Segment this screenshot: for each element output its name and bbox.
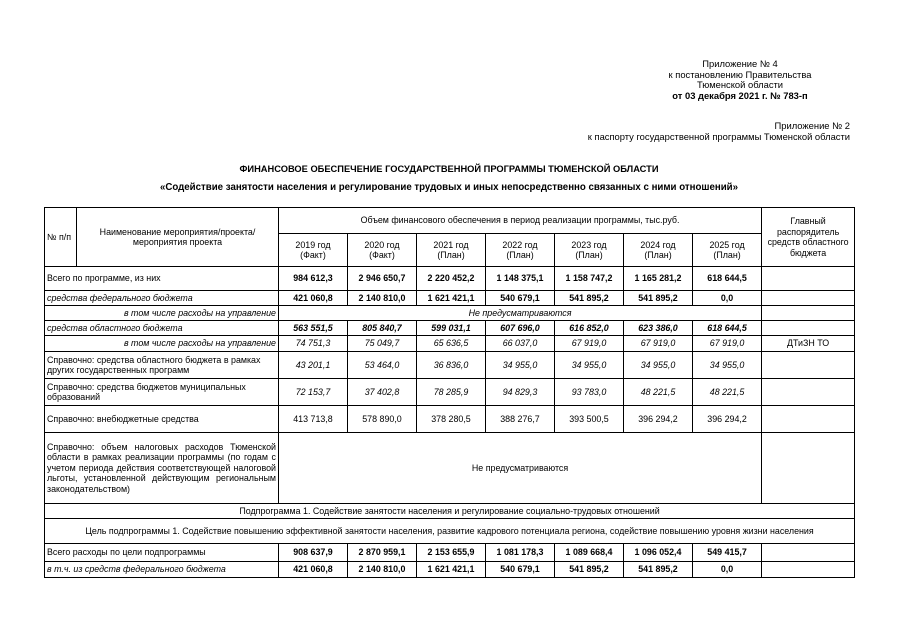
- row-value: 421 060,8: [279, 291, 348, 306]
- row-manager: [762, 433, 855, 504]
- row-value: 2 140 810,0: [348, 562, 417, 578]
- row-value: 48 221,5: [624, 379, 693, 406]
- table-row: [45, 544, 855, 562]
- annex-4-block: [630, 59, 850, 101]
- header-year-2023: 2023 год (План): [555, 234, 624, 267]
- header-year-2019: 2019 год (Факт): [279, 234, 348, 267]
- table-row: [45, 562, 855, 578]
- row-value: 78 285,9: [417, 379, 486, 406]
- row-value: 541 895,2: [624, 562, 693, 578]
- row-value: 541 895,2: [555, 291, 624, 306]
- row-value: 388 276,7: [486, 406, 555, 433]
- row-value: 1 621 421,1: [417, 291, 486, 306]
- header-num: № п/п: [45, 208, 77, 267]
- row-value: 616 852,0: [555, 321, 624, 336]
- row-manager: [762, 267, 855, 291]
- row-value: 540 679,1: [486, 291, 555, 306]
- row-manager: [762, 306, 855, 321]
- row-manager: [762, 291, 855, 306]
- document-title: ФИНАНСОВОЕ ОБЕСПЕЧЕНИЕ ГОСУДАРСТВЕННОЙ ПРОГРАММЫ ТЮМЕНСКОЙ ОБЛАСТИ: [239, 164, 659, 174]
- row-value: 1 621 421,1: [417, 562, 486, 578]
- table-row: [45, 379, 855, 406]
- row-value: 93 783,0: [555, 379, 624, 406]
- row-manager: [762, 544, 855, 562]
- table-row: [45, 406, 855, 433]
- annex-4-title: Приложение № 4: [702, 58, 778, 69]
- row-value: 67 919,0: [624, 336, 693, 352]
- row-value: 37 402,8: [348, 379, 417, 406]
- row-manager: [762, 379, 855, 406]
- table-row: [45, 321, 855, 336]
- row-value: 1 096 052,4: [624, 544, 693, 562]
- row-value: 393 500,5: [555, 406, 624, 433]
- row-label: Справочно: внебюджетные средства: [45, 406, 279, 433]
- row-value: 67 919,0: [693, 336, 762, 352]
- row-merged-value: Не предусматриваются: [279, 433, 762, 504]
- row-manager: [762, 352, 855, 379]
- header-year-2020: 2020 год (Факт): [348, 234, 417, 267]
- row-manager: [762, 321, 855, 336]
- row-value: 607 696,0: [486, 321, 555, 336]
- row-value: 34 955,0: [624, 352, 693, 379]
- annex-4-date: от 03 декабря 2021 г. № 783-п: [672, 89, 808, 101]
- header-year-2021: 2021 год (План): [417, 234, 486, 267]
- row-value: 563 551,5: [279, 321, 348, 336]
- row-manager: [762, 406, 855, 433]
- goal-row: [45, 519, 855, 544]
- row-label: в т.ч. из средств федерального бюджета: [45, 562, 279, 578]
- row-value: 2 870 959,1: [348, 544, 417, 562]
- row-label: Справочно: средства областного бюджета в рамках других государственных программ: [45, 352, 279, 379]
- row-label: средства федерального бюджета: [45, 291, 279, 306]
- annex-2-block: [560, 121, 850, 142]
- row-label: в том числе расходы на управление: [45, 306, 279, 321]
- row-value: 540 679,1: [486, 562, 555, 578]
- row-value: 396 294,2: [693, 406, 762, 433]
- row-value: 623 386,0: [624, 321, 693, 336]
- row-label: в том числе расходы на управление: [45, 336, 279, 352]
- row-value: 1 165 281,2: [624, 267, 693, 291]
- header-name: Наименование мероприятия/проекта/мероприятия проекта: [77, 208, 279, 267]
- row-value: 72 153,7: [279, 379, 348, 406]
- row-value: 34 955,0: [693, 352, 762, 379]
- row-value: 549 415,7: [693, 544, 762, 562]
- row-manager: ДТиЗН ТО: [762, 336, 855, 352]
- row-merged-value: Не предусматриваются: [279, 306, 762, 321]
- row-value: 67 919,0: [555, 336, 624, 352]
- row-value: 1 158 747,2: [555, 267, 624, 291]
- subprogram-row: [45, 504, 855, 519]
- table-row: [45, 433, 855, 504]
- table-row: [45, 336, 855, 352]
- row-value: 1 081 178,3: [486, 544, 555, 562]
- goal-title: Цель подпрограммы 1. Содействие повышению эффективной занятости населения, развитие кадрового потенциала региона, содействие повышению уровня жизни населения: [45, 519, 855, 544]
- row-value: 2 140 810,0: [348, 291, 417, 306]
- row-manager: [762, 562, 855, 578]
- header-year-2022: 2022 год (План): [486, 234, 555, 267]
- row-value: 34 955,0: [555, 352, 624, 379]
- header-volume: Объем финансового обеспечения в период реализации программы, тыс.руб.: [279, 208, 762, 234]
- row-value: 618 644,5: [693, 321, 762, 336]
- row-value: 908 637,9: [279, 544, 348, 562]
- row-value: 36 836,0: [417, 352, 486, 379]
- financing-table: [44, 207, 855, 578]
- row-label: Справочно: объем налоговых расходов Тюменской области в рамках реализации программы (по годам с учетом периода действия соответствующей налоговой льготы, установленной действующим региональным законодательством): [45, 433, 279, 504]
- table-row: [45, 352, 855, 379]
- row-value: 378 280,5: [417, 406, 486, 433]
- row-value: 578 890,0: [348, 406, 417, 433]
- row-value: 1 148 375,1: [486, 267, 555, 291]
- row-value: 34 955,0: [486, 352, 555, 379]
- row-value: 2 220 452,2: [417, 267, 486, 291]
- header-year-2025: 2025 год (План): [693, 234, 762, 267]
- row-value: 66 037,0: [486, 336, 555, 352]
- row-value: 413 713,8: [279, 406, 348, 433]
- row-value: 541 895,2: [555, 562, 624, 578]
- row-value: 74 751,3: [279, 336, 348, 352]
- row-value: 599 031,1: [417, 321, 486, 336]
- program-name: «Содействие занятости населения и регулирование трудовых и иных непосредственно связанных с ними отношений»: [159, 182, 739, 193]
- annex-4-region: Тюменской области: [696, 79, 784, 90]
- row-value: 805 840,7: [348, 321, 417, 336]
- row-value: 43 201,1: [279, 352, 348, 379]
- row-value: 541 895,2: [624, 291, 693, 306]
- row-value: 984 612,3: [279, 267, 348, 291]
- annex-2-to-passport: к паспорту государственной программы Тюменской области: [587, 130, 850, 142]
- header-row-1: [45, 208, 855, 234]
- row-value: 53 464,0: [348, 352, 417, 379]
- table-row: [45, 267, 855, 291]
- annex-4-to-decree: к постановлению Правительства: [668, 68, 812, 80]
- row-label: Всего по программе, из них: [45, 267, 279, 291]
- header-manager: Главный распорядитель средств областного бюджета: [762, 208, 855, 267]
- table-row: [45, 291, 855, 306]
- row-label: средства областного бюджета: [45, 321, 279, 336]
- row-value: 48 221,5: [693, 379, 762, 406]
- row-value: 2 946 650,7: [348, 267, 417, 291]
- row-value: 65 636,5: [417, 336, 486, 352]
- row-value: 0,0: [693, 562, 762, 578]
- row-value: 0,0: [693, 291, 762, 306]
- row-value: 396 294,2: [624, 406, 693, 433]
- header-year-2024: 2024 год (План): [624, 234, 693, 267]
- row-value: 94 829,3: [486, 379, 555, 406]
- row-label: Справочно: средства бюджетов муниципальных образований: [45, 379, 279, 406]
- table-row: [45, 306, 855, 321]
- row-value: 75 049,7: [348, 336, 417, 352]
- subprogram-title: Подпрограмма 1. Содействие занятости населения и регулирование социально-трудовых отношений: [45, 504, 855, 519]
- row-label: Всего расходы по цели подпрограммы: [45, 544, 279, 562]
- row-value: 421 060,8: [279, 562, 348, 578]
- row-value: 618 644,5: [693, 267, 762, 291]
- row-value: 2 153 655,9: [417, 544, 486, 562]
- row-value: 1 089 668,4: [555, 544, 624, 562]
- annex-2-title: Приложение № 2: [774, 120, 850, 131]
